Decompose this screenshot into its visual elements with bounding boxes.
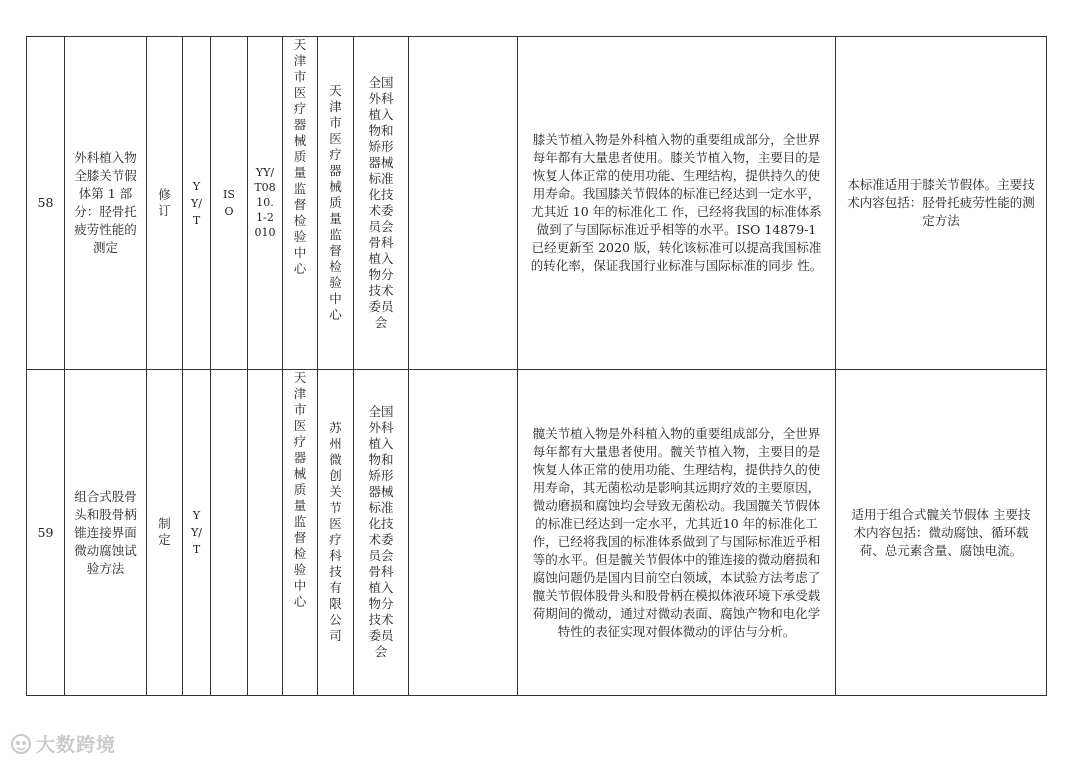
category-text: YY/T [191,509,202,556]
category-text: YY/T [191,179,202,227]
scope-description: 适用于组合式髋关节假体 主要技术内容包括：微动腐蚀、循环载荷、总元素含量、腐蚀电流。 [836,370,1047,696]
drafting-unit-text: 天津市医疗器械质量监督检验中心 [293,37,307,276]
replaced-standard-cell [248,370,283,696]
committee-cell [354,37,409,370]
standards-table [26,36,1047,696]
watermark-text: 大数跨境 [36,734,117,756]
category-cell [183,37,211,370]
drafting-unit-text: 天津市医疗器械质量监督检验中心 [293,370,307,609]
category-cell [183,370,211,696]
type-cell [147,370,183,696]
standard-name: 组合式股骨头和股骨柄锥连接界面微动腐蚀试验方法 [65,370,147,696]
row-number: 59 [27,370,65,696]
type-text: 制定 [158,516,171,547]
need-description: 髋关节植入物是外科植入物的重要组成部分，全世界每年都有大量患者使用。髋关节植入物，主要目的是恢复人体正常的使用功能、生理结构，提供持久的使用寿命，其无菌松动是影响其远期疗效的主要原因，微动磨损和腐蚀均会导致无菌松动。我国髋关节假体的标准已经达到一定水平，尤其近10 年的标准化工作，已经将我国的标准体系做到了与国际标准近乎相等的水平。但是髋关节假体中的锥连接的微动磨损和腐蚀问题仍是国内目前空白领域，本试验方法考虑了髋关节假体股骨头和股骨柄在模拟体液环境下承受载荷期间的微动，通过对微动表面、腐蚀产物和电化学特性的表征实现对假体微动的评估与分析。 [518,370,836,696]
standard-name: 外科植入物全膝关节假体第 1 部分：胫骨托疲劳性能的测定 [65,37,147,370]
blank-cell [409,370,518,696]
scope-description: 本标准适用于膝关节假体。主要技术内容包括：胫骨托疲劳性能的测定方法 [836,37,1047,370]
table-row [27,37,1047,370]
replaced-standard-cell [248,37,283,370]
adopted-cell [211,37,248,370]
committee-text: 全国外科植入物和矫形器械标准化技术委员会骨科植入物分技术委员会 [368,74,394,330]
watermark [10,730,116,757]
committee-text: 全国外科植入物和矫形器械标准化技术委员会骨科植入物分技术委员会 [368,404,394,659]
adopted-cell [211,370,248,696]
drafting-unit-cell [283,370,318,696]
watermark-logo-icon [10,733,32,755]
co-drafter-text: 天津市医疗器械质量监督检验中心 [329,82,342,322]
row-number: 58 [27,37,65,370]
type-cell [147,37,183,370]
co-drafter-cell [318,37,354,370]
replaced-standard-text: YY/T0810.1-2010 [254,166,276,239]
adopted-text: ISO [223,188,235,218]
co-drafter-cell [318,370,354,696]
type-text: 修订 [158,186,171,218]
drafting-unit-cell [283,37,318,370]
table-row [27,370,1047,696]
committee-cell [354,370,409,696]
blank-cell [409,37,518,370]
co-drafter-text: 苏州微创关节医疗科技有限公司 [329,420,342,643]
need-description: 膝关节植入物是外科植入物的重要组成部分，全世界每年都有大量患者使用。膝关节植入物，主要目的是恢复人体正常的使用功能、生理结构，提供持久的使用寿命。我国膝关节假体的标准已经达到一定水平，尤其近 10 年的标准化工 作，已经将我国的标准体系做到了与国际标准近乎相等的水平。ISO 14879-1 已经更新至 2020 版，转化该标准可以提高我国标准的转化率，保证我国行业标准与国际标准的同步 性。 [518,37,836,370]
